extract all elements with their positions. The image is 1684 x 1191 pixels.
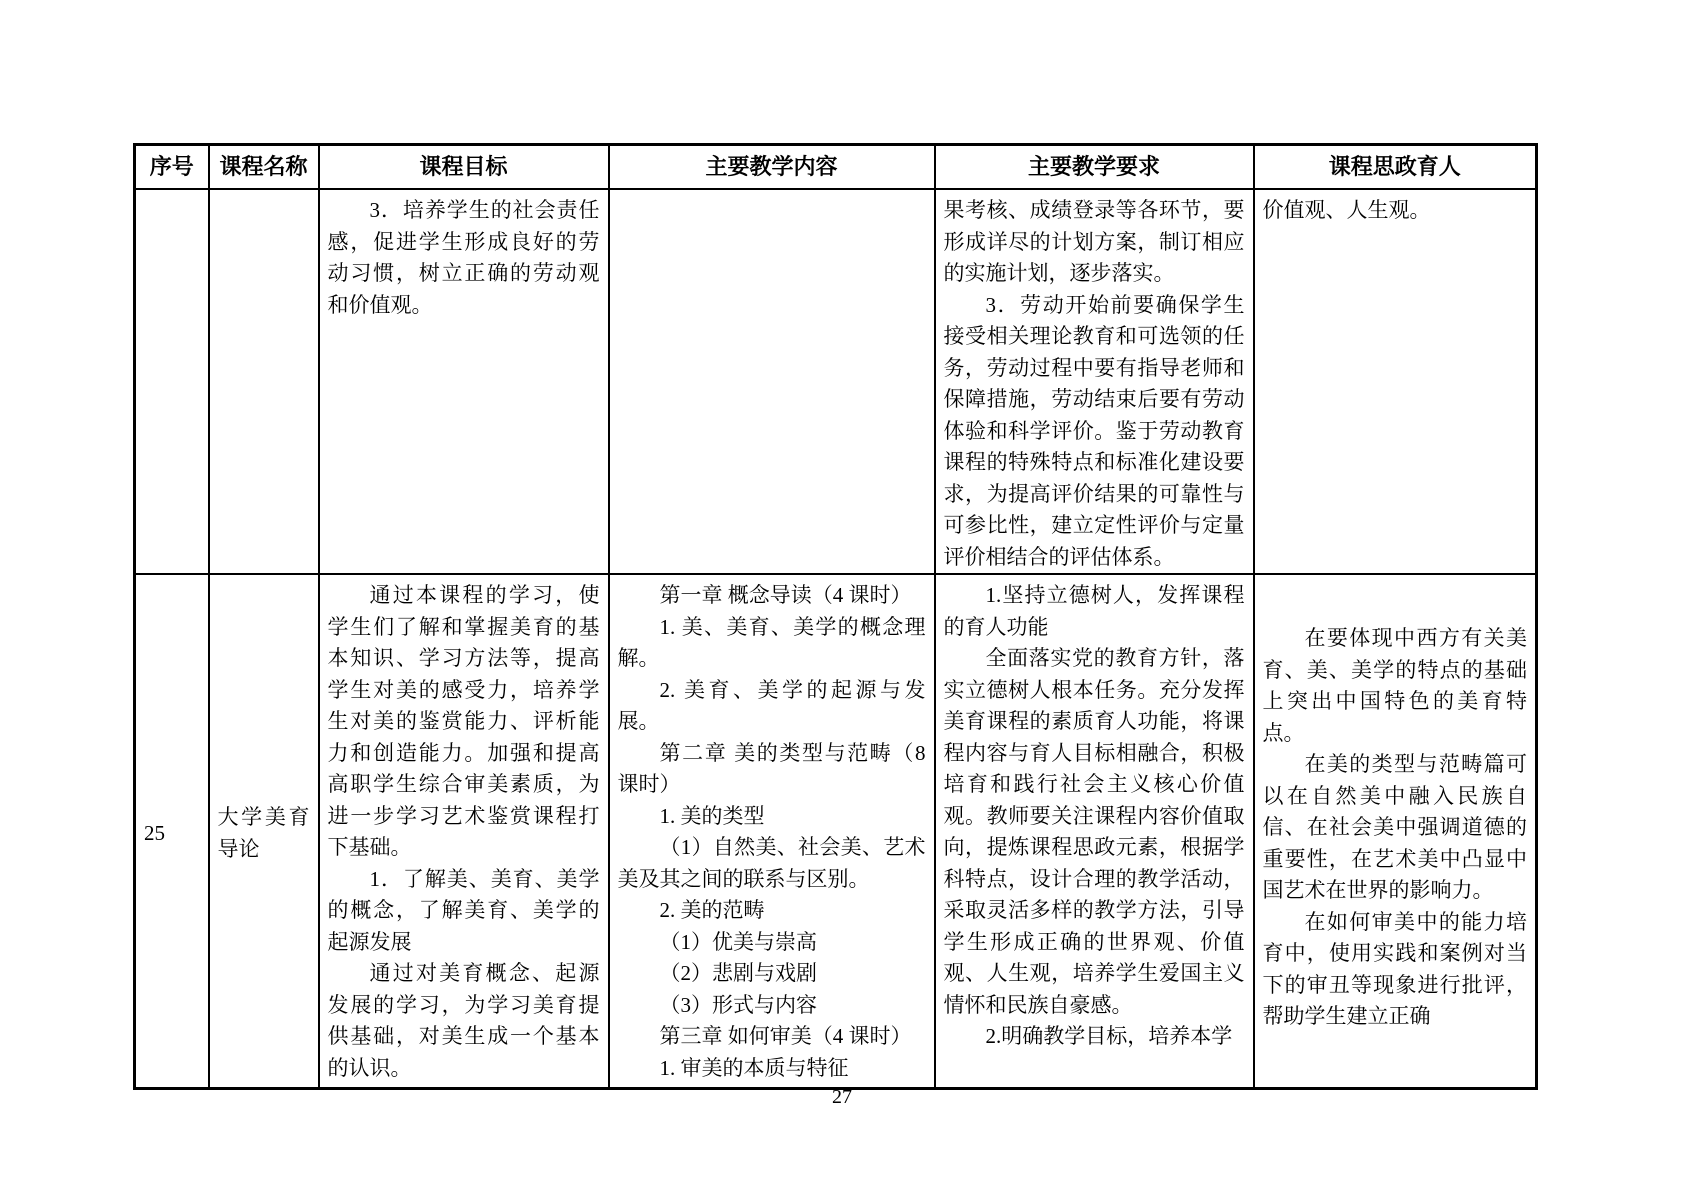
header-cell-course-name: 课程名称 — [209, 145, 319, 190]
seq-cell — [135, 189, 209, 574]
paragraph: 果考核、成绩登录等各环节，要形成详尽的计划方案，制订相应的实施计划，逐步落实。 — [943, 198, 1245, 285]
paragraph: 1. 美、美育、美学的概念理解。 — [617, 614, 926, 670]
paragraph: 1. 审美的本质与特征 — [659, 1055, 849, 1080]
content-cell — [609, 574, 935, 1089]
paragraph: 2. 美育、美学的起源与发展。 — [617, 677, 926, 733]
ideology-cell — [1254, 189, 1537, 574]
paragraph: 全面落实党的教育方针，落实立德树人根本任务。充分发挥美育课程的素质育人功能，将课程内容与育人目标相融合，积极培育和践行社会主义核心价值观。教师要关注课程内容价值取向，提炼课程思政元素，根据学科特点，设计合理的教学活动，采取灵活多样的教学方法，引导学生形成正确的世界观、价值观、人生观，培养学生爱国主义情怀和民族自豪感。 — [943, 646, 1245, 1017]
paragraph: 3．劳动开始前要确保学生接受相关理论教育和可选领的任务，劳动过程中要有指导老师和保障措施，劳动结束后要有劳动体验和科学评价。鉴于劳动教育课程的特殊特点和标准化建设要求，为提高评价结果的可靠性与可参比性，建立定性评价与定量评价相结合的评估体系。 — [943, 292, 1245, 569]
objectives-cell — [319, 574, 609, 1089]
page-number: 27 — [832, 1086, 852, 1108]
course-table — [133, 143, 1538, 1090]
paragraph: 通过本课程的学习，使学生们了解和掌握美育的基本知识、学习方法等，提高学生对美的感受力，培养学生对美的鉴赏能力、评析能力和创造能力。加强和提高高职学生综合审美素质，为进一步学习艺术鉴赏课程打下基础。 — [327, 583, 600, 859]
paragraph: （1）优美与崇高 — [659, 929, 817, 954]
paragraph: 价值观、人生观。 — [1262, 198, 1431, 222]
requirements-cell — [935, 574, 1254, 1089]
course-name: 大学美育导论 — [217, 805, 310, 861]
paragraph: 第二章 美的类型与范畴（8 课时） — [617, 740, 926, 796]
table-row-25 — [135, 574, 1537, 1089]
header-cell-ideology: 课程思政育人 — [1254, 145, 1537, 190]
paragraph: 2. 美的范畴 — [659, 898, 765, 922]
paragraph: 1. 美的类型 — [659, 803, 765, 828]
paragraph: 通过对美育概念、起源发展的学习，为学习美育提供基础，对美生成一个基本的认识。 — [327, 961, 600, 1080]
paragraph: 第一章 概念导读（4 课时） — [659, 583, 912, 607]
objectives-cell — [319, 189, 609, 574]
paragraph: 在要体现中西方有关美育、美、美学的特点的基础上突出中国特色的美育特点。 — [1262, 626, 1527, 745]
paragraph: （3）形式与内容 — [659, 992, 817, 1017]
paragraph: 3．培养学生的社会责任感，促进学生形成良好的劳动习惯，树立正确的劳动观和价值观。 — [327, 198, 600, 317]
header-row — [135, 145, 1537, 190]
ideology-cell — [1254, 574, 1537, 1089]
header-cell-requirements: 主要教学要求 — [935, 145, 1254, 190]
header-cell-seq: 序号 — [135, 145, 209, 190]
paragraph: 在美的类型与范畴篇可以在自然美中融入民族自信、在社会美中强调道德的重要性，在艺术美中凸显中国艺术在世界的影响力。 — [1262, 752, 1527, 902]
paragraph: 在如何审美中的能力培育中，使用实践和案例对当下的审丑等现象进行批评，帮助学生建立正确 — [1262, 909, 1527, 1028]
content-cell — [609, 189, 935, 574]
seq-cell — [135, 574, 209, 1089]
course-name-cell — [209, 574, 319, 1089]
paragraph: 1.坚持立德树人，发挥课程的育人功能 — [943, 583, 1245, 639]
paragraph: 1．了解美、美育、美学的概念，了解美育、美学的起源发展 — [327, 866, 600, 954]
sequence-number: 25 — [144, 820, 165, 845]
paragraph: 第三章 如何审美（4 课时） — [659, 1024, 912, 1048]
requirements-cell — [935, 189, 1254, 574]
paragraph: 2.明确教学目标，培养本学 — [985, 1024, 1233, 1048]
paragraph: （1）自然美、社会美、艺术美及其之间的联系与区别。 — [617, 835, 926, 891]
header-cell-content: 主要教学内容 — [609, 145, 935, 190]
course-name-cell — [209, 189, 319, 574]
header-cell-objectives: 课程目标 — [319, 145, 609, 190]
paragraph: （2）悲剧与戏剧 — [659, 961, 817, 985]
table-row-continuation — [135, 189, 1537, 574]
